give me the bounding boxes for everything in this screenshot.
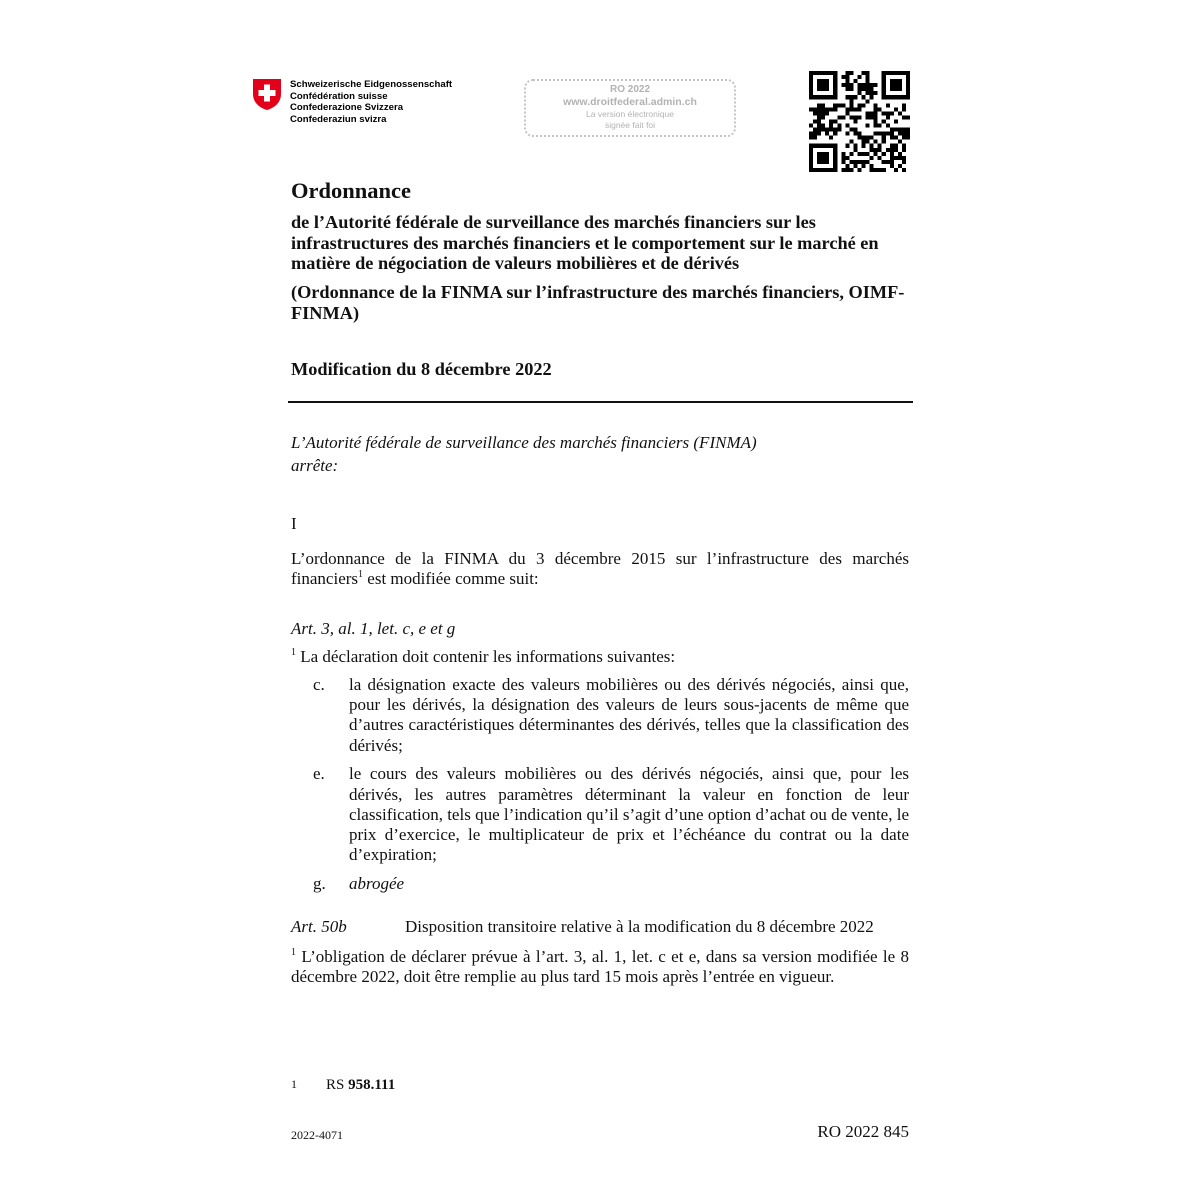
paragraph-text: La déclaration doit contenir les informations suivantes: bbox=[296, 647, 676, 666]
letter-label: g. bbox=[313, 873, 326, 893]
footnote-text bbox=[326, 1077, 395, 1094]
swiss-coat-of-arms-logo bbox=[252, 78, 282, 111]
electronic-version-stamp bbox=[524, 79, 736, 137]
article-3-paragraph-1 bbox=[291, 647, 675, 667]
article-50b-paragraph-1 bbox=[291, 947, 909, 987]
letter-label: c. bbox=[313, 675, 325, 694]
intro-text: L’ordonnance de la FINMA du 3 décembre 2015 sur l’infrastructure des marchés financiers bbox=[291, 549, 909, 588]
title-divider bbox=[288, 401, 913, 403]
paragraph-number: 1 bbox=[291, 947, 296, 958]
letter-text: abrogée bbox=[349, 873, 405, 893]
confederation-names bbox=[290, 79, 452, 125]
footnote bbox=[291, 1077, 395, 1094]
list-item-letter-e bbox=[313, 764, 909, 865]
document-title: Ordonnance bbox=[291, 178, 412, 203]
stamp-ro-year: RO 2022 bbox=[609, 84, 651, 95]
paragraph-text: L’obligation de déclarer prévue à l’art. 3, al. 1, let. c et e, dans sa version modifiée le 8 décembre 2022, doit être remplie au plus tard 15 mois après l’entrée en vigueur. bbox=[291, 947, 909, 987]
footnote-reference: 958.111 bbox=[348, 1077, 396, 1093]
intro-paragraph bbox=[291, 549, 909, 588]
document-subtitle: de l’Autorité fédérale de surveillance des marchés financiers sur les infrastructures des marchés financiers et le comportement sur le marché en matière de négociation de valeurs mobilières et de dérivés bbox=[291, 212, 879, 273]
stamp-note-line2: signée fait foi bbox=[604, 119, 656, 130]
confederation-name-it: Confederazione Svizzera bbox=[290, 102, 404, 113]
footnote-number: 1 bbox=[291, 1077, 297, 1091]
list-item-letter-c bbox=[313, 675, 909, 756]
footnote-marker: 1 bbox=[358, 568, 364, 580]
section-number: I bbox=[291, 514, 297, 533]
letter-text: la désignation exacte des valeurs mobilières ou des dérivés négociés, ainsi que, pour les dérivés, la désignation des valeurs de leurs sous-jacents de même que d’autres caractéristiques déterminantes des dérivés, telles que la classification des dérivés; bbox=[349, 675, 909, 755]
intro-tail: est modifiée comme suit: bbox=[363, 568, 539, 588]
list-item-letter-g bbox=[313, 874, 909, 894]
qr-code bbox=[809, 71, 910, 172]
preamble bbox=[291, 432, 757, 477]
confederation-name-fr: Confédération suisse bbox=[290, 90, 388, 102]
letter-label: e. bbox=[313, 764, 325, 784]
paragraph-number: 1 bbox=[291, 647, 296, 658]
confederation-name-rm: Confederaziun svizra bbox=[290, 113, 387, 125]
preamble-authority: L’Autorité fédérale de surveillance des marchés financiers (FINMA) bbox=[291, 433, 757, 452]
article-50b-title: Disposition transitoire relative à la modification du 8 décembre 2022 bbox=[405, 917, 874, 936]
stamp-note-line1: La version électronique bbox=[586, 109, 674, 119]
article-3-heading: Art. 3, al. 1, let. c, e et g bbox=[291, 619, 456, 638]
letter-text: le cours des valeurs mobilières ou des dérivés négociés, ainsi que, pour les dérivés, les autres paramètres déterminant la valeur en fonction de leur classification, tels que l’indication qu’il s’agit d’une option d’achat ou de vente, le prix d’exercice, le multiplicateur de prix et l’échéance du contrat ou la date d’expiration; bbox=[349, 764, 909, 865]
preamble-decree: arrête: bbox=[291, 455, 339, 475]
stamp-website: www.droitfederal.admin.ch bbox=[563, 96, 697, 108]
ro-reference: RO 2022 845 bbox=[817, 1122, 909, 1141]
article-50b-number: Art. 50b bbox=[291, 917, 347, 936]
document-short-title: (Ordonnance de la FINMA sur l’infrastructure des marchés financiers, OIMF-FINMA) bbox=[291, 282, 905, 323]
article-50b-heading bbox=[291, 917, 909, 937]
document-number: 2022-4071 bbox=[291, 1128, 343, 1142]
footnote-prefix: RS bbox=[326, 1077, 349, 1093]
modification-date-heading: Modification du 8 décembre 2022 bbox=[291, 359, 552, 379]
letter-list bbox=[313, 675, 909, 903]
confederation-name-de: Schweizerische Eidgenossenschaft bbox=[290, 79, 453, 90]
